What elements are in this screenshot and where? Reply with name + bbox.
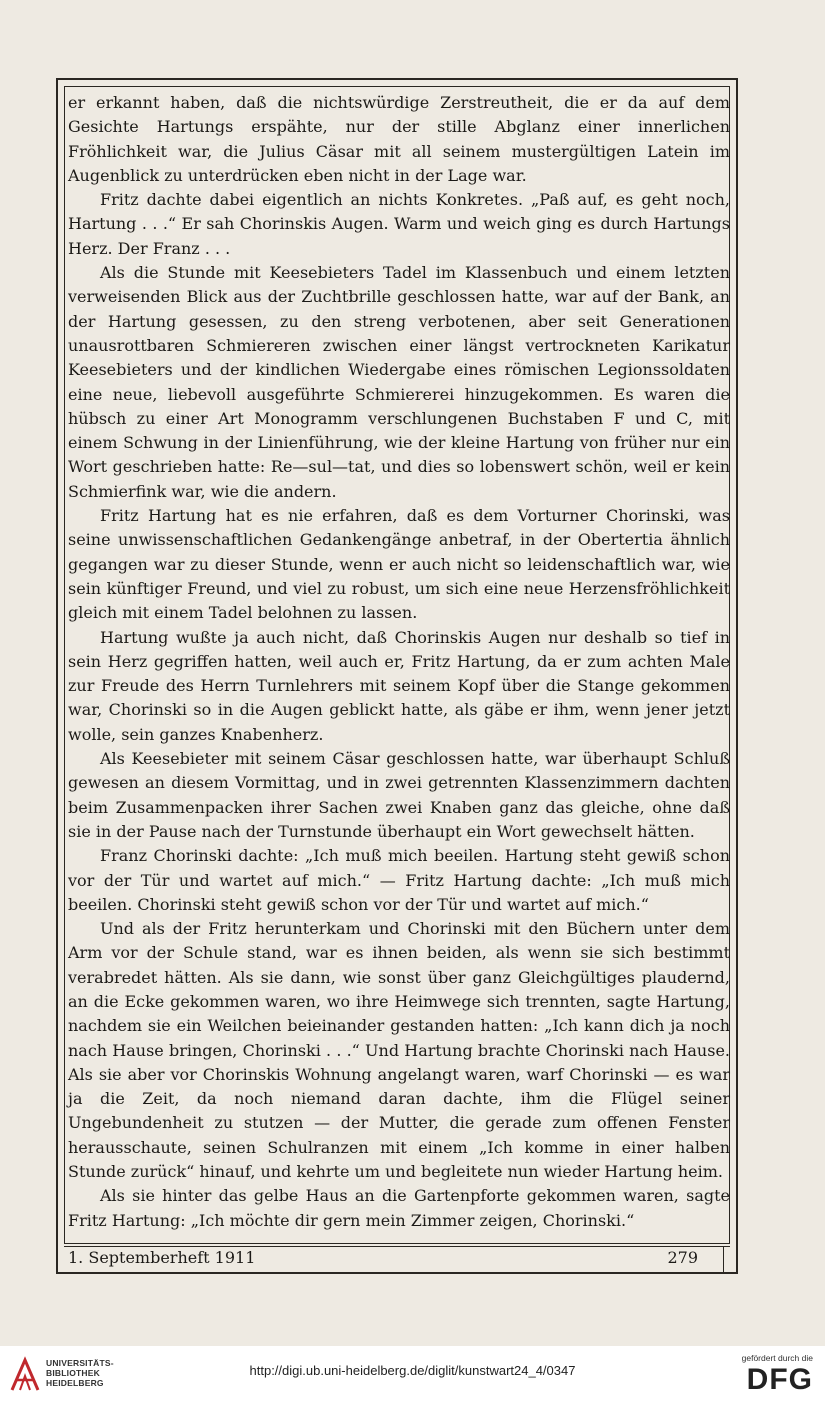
paragraph: Fritz Hartung hat es nie erfahren, daß es dem Vorturner Chorinski, was seine unwissenschaftlichen Gedankengänge anbetraf, in der Obertertia ähnlich gegangen war zu dieser Stunde, wenn er auch nicht so leidenschaftlich war, wie sein künftiger Freund, und viel zu robust, um sich eine neue Herzensfröhlichkeit gleich mit einem Tadel belohnen zu lassen.: [68, 506, 730, 623]
paragraph: Fritz dachte dabei eigentlich an nichts Konkretes. „Paß auf, es geht noch, Hartung . . .“ Er sah Chorinskis Augen. Warm und weich ging es durch Hartungs Herz. Der Franz . . .: [68, 190, 730, 258]
dfg-logo: DFG: [746, 1363, 813, 1396]
paragraph: Hartung wußte ja auch nicht, daß Chorinskis Augen nur deshalb so tief in sein Herz gegriffen hatten, weil auch er, Fritz Hartung, da er zum achten Male zur Freude des Herrn Turnlehrers mit seinem Kopf über die Stange gekommen war, Chorinski so in die Augen geblickt hatte, als gäbe er ihm, wenn jener jetzt wolle, sein ganzes Knabenherz.: [68, 627, 730, 744]
library-name-line: HEIDELBERG: [46, 1378, 104, 1388]
library-name-line: UNIVERSITÄTS-: [46, 1358, 114, 1368]
permalink-url[interactable]: http://digi.ub.uni-heidelberg.de/diglit/kunstwart24_4/0347: [249, 1363, 576, 1378]
paragraph: Als sie hinter das gelbe Haus an die Gartenpforte gekommen waren, sagte Fritz Hartung: „Ich möchte dir gern mein Zimmer zeigen, Chorinski.“: [68, 1186, 730, 1230]
page-footer: [64, 1246, 730, 1270]
paragraph: Als die Stunde mit Keesebieters Tadel im Klassenbuch und einem letzten verweisenden Blick aus der Zuchtbrille geschlossen hatte, war auf der Bank, an der Hartung gesessen, zu den streng verbotenen, aber seit Generationen unausrottbaren Schmiereren zwischen einer längst vertrockneten Karikatur Keesebieters und der kindlichen Wiedergabe eines römischen Legionssoldaten eine neue, liebevoll ausgeführte Schmiererei hinzugekommen. Es waren die hübsch zu einer Art Monogramm verschlungenen Buchstaben F und C, mit einem Schwung in der Linienführung, wie der kleine Hartung von früher nur ein Wort geschrieben hatte: Re—sul—tat, und dies so lobenswert schön, weil er kein Schmierfink war, wie die andern.: [68, 263, 730, 501]
paragraph: Franz Chorinski dachte: „Ich muß mich beeilen. Hartung steht gewiß schon vor der Tür und wartet auf mich.“ — Fritz Hartung dachte: „Ich muß mich beeilen. Chorinski steht gewiß schon vor der Tür und wartet auf mich.“: [68, 846, 730, 914]
paragraph: Als Keesebieter mit seinem Cäsar geschlossen hatte, war überhaupt Schluß gewesen an diesem Vormittag, und in zwei getrennten Klassenzimmern dachten beim Zusammenpacken ihrer Sachen zwei Knaben ganz das gleiche, ohne daß sie in der Pause nach der Turnstunde überhaupt ein Wort gewechselt hätten.: [68, 749, 730, 841]
viewer-bottom-bar: [0, 1346, 825, 1404]
funding-caption: gefördert durch die: [741, 1353, 813, 1363]
footer-divider: [723, 1246, 724, 1272]
paragraph: Und als der Fritz herunterkam und Chorinski mit den Büchern unter dem Arm vor der Schule stand, war es ihnen beiden, als wenn sie sich bestimmt verabredet hätten. Als sie dann, wie sonst über ganz Gleichgültiges plaudernd, an die Ecke gekommen waren, wo ihre Heimwege sich trennten, sagte Hartung, nachdem sie ein Weilchen beieinander gestanden hatten: „Ich kann dich ja noch nach Hause bringen, Chorinski . . .“ Und Hartung brachte Chorinski nach Hause. Als sie aber vor Chorinskis Wohnung angelangt waren, warf Chorinski — es war ja die Zeit, da noch niemand daran dachte, ihm die Flügel seiner Ungebundenheit zu stutzen — der Mutter, die gerade zum offenen Fenster herausschaute, seinen Schulranzen mit einem „Ich komme in einer halben Stunde zurück“ hinauf, und kehrte um und begleitete nun wieder Hartung heim.: [68, 919, 730, 1182]
page-number: 279: [667, 1248, 698, 1267]
article-body: [68, 91, 730, 1233]
issue-label: 1. Septemberheft 1911: [68, 1248, 256, 1267]
paragraph: er erkannt haben, daß die nichtswürdige Zerstreutheit, die er da auf dem Gesichte Hartungs erspähte, nur der stille Abglanz einer innerlichen Fröhlichkeit war, die Julius Cäsar mit all seinem mustergültigen Latein im Augenblick zu unterdrücken eben nicht in der Lage war.: [68, 93, 730, 185]
library-name-line: BIBLIOTHEK: [46, 1368, 100, 1378]
